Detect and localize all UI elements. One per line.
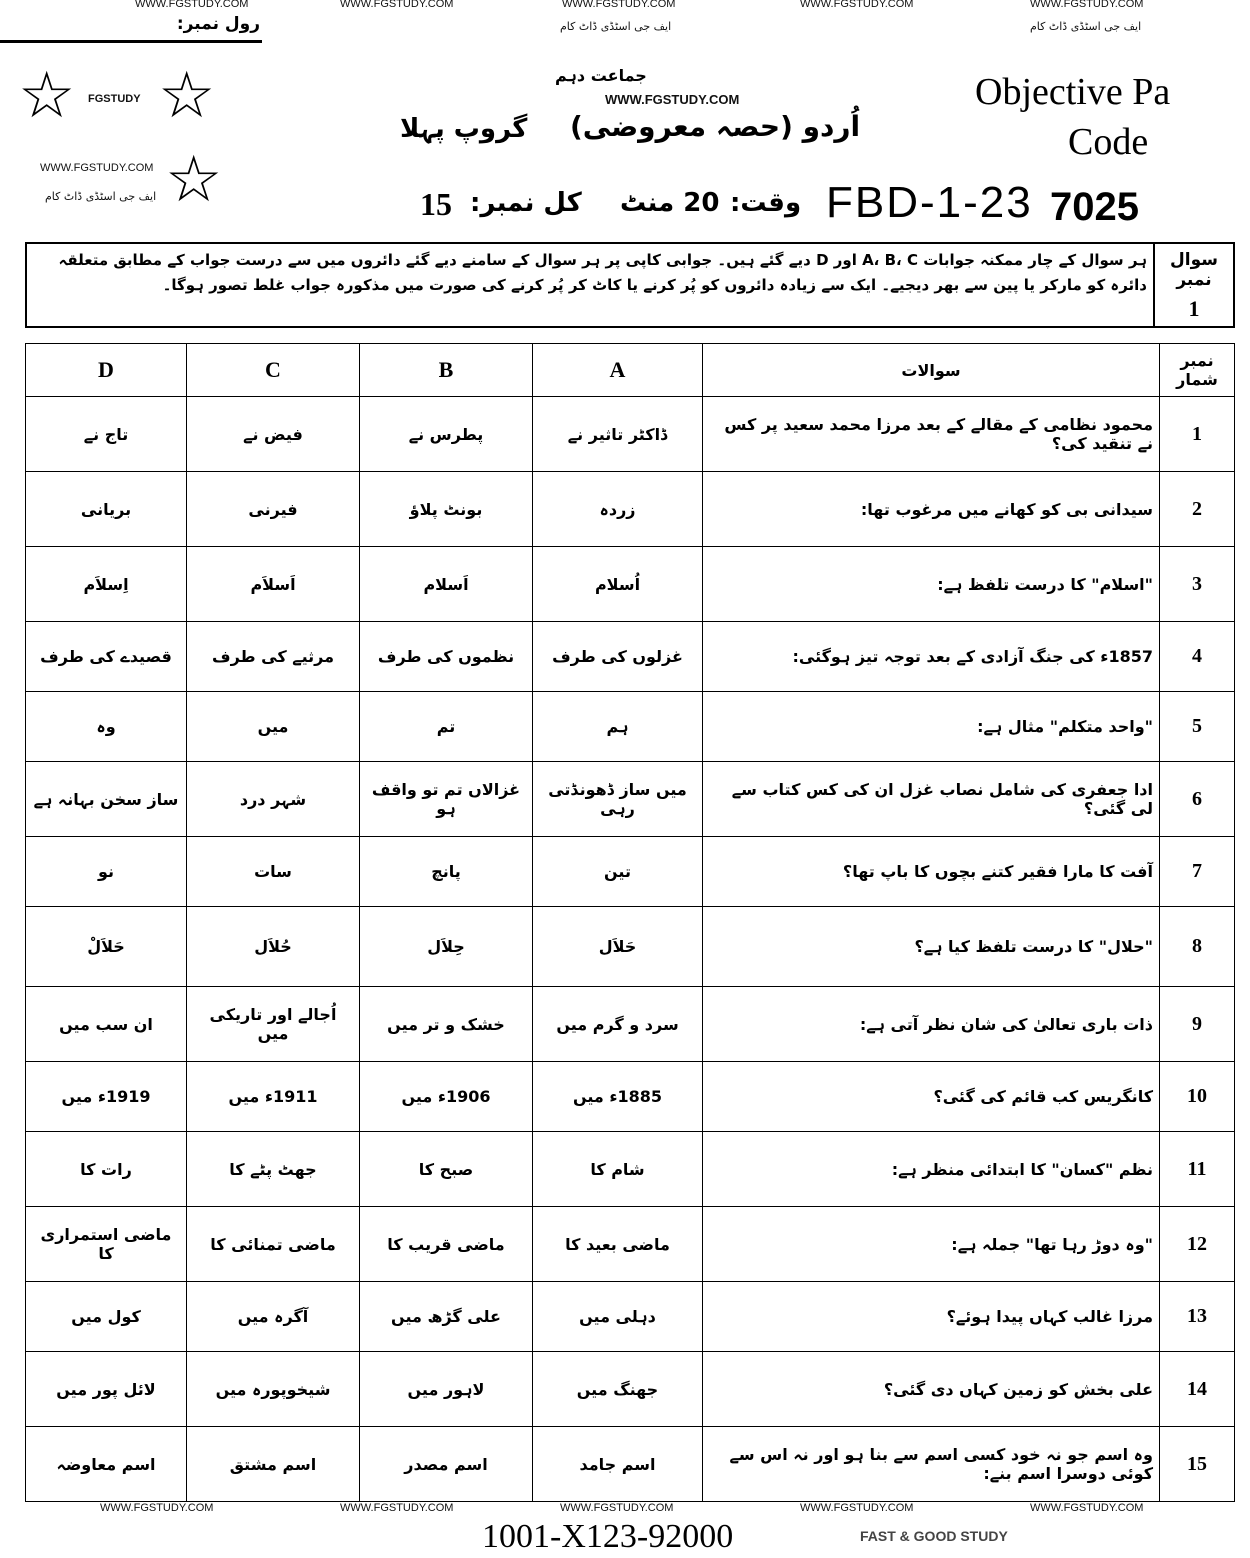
question-number: 9: [1160, 987, 1235, 1062]
table-row: [26, 472, 1235, 547]
question-number: 7: [1160, 837, 1235, 907]
option-a: ڈاکٹر تاثیر نے: [533, 397, 703, 472]
header-question: سوالات: [703, 344, 1160, 397]
class-label: جماعت دہم: [555, 66, 647, 85]
option-b: نظموں کی طرف: [360, 622, 533, 692]
option-a: زردہ: [533, 472, 703, 547]
option-c: جھٹ پٹے کا: [187, 1132, 360, 1207]
table-row: [26, 837, 1235, 907]
watermark-url: WWW.FGSTUDY.COM: [560, 1502, 674, 1514]
table-row: [26, 1062, 1235, 1132]
question-number: 11: [1160, 1132, 1235, 1207]
option-b: ماضی قریب کا: [360, 1207, 533, 1282]
table-row: [26, 1352, 1235, 1427]
option-d: قصیدے کی طرف: [26, 622, 187, 692]
table-row: [26, 762, 1235, 837]
option-a: ماضی بعید کا: [533, 1207, 703, 1282]
option-c: میں: [187, 692, 360, 762]
option-d: کول میں: [26, 1282, 187, 1352]
question-text: وہ اسم جو نہ خود کسی اسم سے بنا ہو اور نہ اس سے کوئی دوسرا اسم بنے:: [703, 1427, 1160, 1502]
group-label: گروپ پہلا: [400, 114, 528, 144]
option-a: غزلوں کی طرف: [533, 622, 703, 692]
watermark-url: WWW.FGSTUDY.COM: [100, 1502, 214, 1514]
roll-number-line: [0, 40, 262, 43]
question-number: 4: [1160, 622, 1235, 692]
option-b: بونٹ پلاؤ: [360, 472, 533, 547]
question-number: 3: [1160, 547, 1235, 622]
option-d: 1919ء میں: [26, 1062, 187, 1132]
option-b: غزالاں تم تو واقف ہو: [360, 762, 533, 837]
option-b: تم: [360, 692, 533, 762]
question-number: 13: [1160, 1282, 1235, 1352]
option-a: ہم: [533, 692, 703, 762]
option-c: اَسلاَم: [187, 547, 360, 622]
time-value: 20 منٹ: [620, 188, 720, 218]
watermark-url: WWW.FGSTUDY.COM: [800, 1502, 914, 1514]
question-text: آفت کا مارا فقیر کتنے بچوں کا باپ تھا؟: [703, 837, 1160, 907]
option-d: ان سب میں: [26, 987, 187, 1062]
time-label: وقت:: [730, 188, 802, 218]
option-d: لائل پور میں: [26, 1352, 187, 1427]
question-number: 8: [1160, 907, 1235, 987]
table-row: [26, 907, 1235, 987]
option-a: 1885ء میں: [533, 1062, 703, 1132]
question-text: "اسلام" کا درست تلفظ ہے:: [703, 547, 1160, 622]
table-row: [26, 692, 1235, 762]
option-a: میں ساز ڈھونڈتی رہی: [533, 762, 703, 837]
option-b: خشک و تر میں: [360, 987, 533, 1062]
option-d: اِسلاَم: [26, 547, 187, 622]
option-b: علی گڑھ میں: [360, 1282, 533, 1352]
option-a: اُسلام: [533, 547, 703, 622]
table-row: [26, 622, 1235, 692]
option-d: تاج نے: [26, 397, 187, 472]
question-number: 12: [1160, 1207, 1235, 1282]
option-b: 1906ء میں: [360, 1062, 533, 1132]
option-b: پانچ: [360, 837, 533, 907]
option-d: اسم معاوضہ: [26, 1427, 187, 1502]
question-text: کانگریس کب قائم کی گئی؟: [703, 1062, 1160, 1132]
option-d: ساز سخن بہانہ ہے: [26, 762, 187, 837]
watermark-urdu: ایف جی اسٹڈی ڈاٹ کام: [1030, 20, 1142, 33]
table-row: [26, 1132, 1235, 1207]
header-b: B: [360, 344, 533, 397]
watermark-url: WWW.FGSTUDY.COM: [605, 92, 740, 107]
table-row: [26, 987, 1235, 1062]
question-text: نظم "کسان" کا ابتدائی منظر ہے:: [703, 1132, 1160, 1207]
total-marks-value: 15: [420, 186, 452, 222]
option-c: فیرنی: [187, 472, 360, 547]
header-c: C: [187, 344, 360, 397]
question-text: "حلال" کا درست تلفظ کیا ہے؟: [703, 907, 1160, 987]
option-b: صبح کا: [360, 1132, 533, 1207]
question-number: 10: [1160, 1062, 1235, 1132]
option-a: سرد و گرم میں: [533, 987, 703, 1062]
question-number: 1: [1188, 296, 1200, 321]
option-c: مرثیے کی طرف: [187, 622, 360, 692]
option-b: پطرس نے: [360, 397, 533, 472]
table-row: [26, 1207, 1235, 1282]
option-d: رات کا: [26, 1132, 187, 1207]
question-number: 6: [1160, 762, 1235, 837]
question-text: محمود نظامی کے مقالے کے بعد مرزا محمد سعید پر کس نے تنقید کی؟: [703, 397, 1160, 472]
question-number-cell: [1153, 244, 1233, 326]
question-text: علی بخش کو زمین کہاں دی گئی؟: [703, 1352, 1160, 1427]
code-label: Code: [1068, 121, 1149, 163]
option-a: اسم جامد: [533, 1427, 703, 1502]
option-c: شیخوپورہ میں: [187, 1352, 360, 1427]
option-a: دہلی میں: [533, 1282, 703, 1352]
question-number: 15: [1160, 1427, 1235, 1502]
option-a: جھنگ میں: [533, 1352, 703, 1427]
option-c: اسم مشتق: [187, 1427, 360, 1502]
watermark-url: WWW.FGSTUDY.COM: [340, 1502, 454, 1514]
question-text: ذات باری تعالیٰ کی شان نظر آتی ہے:: [703, 987, 1160, 1062]
paper-type: Objective Pa: [975, 71, 1171, 113]
option-c: شہر درد: [187, 762, 360, 837]
serial-number: 1001-X123-92000: [482, 1518, 734, 1555]
option-d: ماضی استمراری کا: [26, 1207, 187, 1282]
watermark-url: WWW.FGSTUDY.COM: [40, 162, 154, 174]
option-c: آگرہ میں: [187, 1282, 360, 1352]
option-d: وہ: [26, 692, 187, 762]
option-a: حَلاَل: [533, 907, 703, 987]
table-row: [26, 547, 1235, 622]
question-text: سیدانی بی کو کھانے میں مرغوب تھا:: [703, 472, 1160, 547]
option-d: نو: [26, 837, 187, 907]
watermark-urdu: ایف جی اسٹڈی ڈاٹ کام: [45, 190, 157, 203]
watermark-url: WWW.FGSTUDY.COM: [1030, 1502, 1144, 1514]
mcq-table: [25, 343, 1235, 1502]
watermark-tagline: FAST & GOOD STUDY: [860, 1528, 1008, 1544]
subject-title: اُردو (حصہ معروضی): [570, 110, 861, 143]
table-header-row: [26, 344, 1235, 397]
question-text: ادا جعفری کی شامل نصاب غزل ان کی کس کتاب سے لی گئی؟: [703, 762, 1160, 837]
option-c: ماضی تمنائی کا: [187, 1207, 360, 1282]
header-d: D: [26, 344, 187, 397]
question-number-label: سوال نمبر: [1170, 250, 1218, 290]
option-a: شام کا: [533, 1132, 703, 1207]
watermark-url: WWW.FGSTUDY.COM: [340, 0, 454, 10]
question-text: "وہ دوڑ رہا تھا" جملہ ہے:: [703, 1207, 1160, 1282]
option-c: اُجالے اور تاریکی میں: [187, 987, 360, 1062]
table-row: [26, 1282, 1235, 1352]
question-number: 5: [1160, 692, 1235, 762]
watermark-url: WWW.FGSTUDY.COM: [800, 0, 914, 10]
table-row: [26, 397, 1235, 472]
instructions-box: [25, 242, 1235, 328]
watermark-brand: FGSTUDY: [88, 93, 141, 105]
table-row: [26, 1427, 1235, 1502]
option-d: بریانی: [26, 472, 187, 547]
option-d: حَلاَلْ: [26, 907, 187, 987]
total-marks-label: کل نمبر:: [470, 188, 582, 218]
header-number: نمبر شمار: [1160, 344, 1235, 397]
option-c: حُلاَل: [187, 907, 360, 987]
star-icon: ☆: [165, 143, 223, 217]
option-b: اسم مصدر: [360, 1427, 533, 1502]
question-text: 1857ء کی جنگ آزادی کے بعد توجہ تیز ہوگئی:: [703, 622, 1160, 692]
option-b: لاہور میں: [360, 1352, 533, 1427]
question-text: "واحد متکلم" مثال ہے:: [703, 692, 1160, 762]
option-c: 1911ء میں: [187, 1062, 360, 1132]
option-b: حِلاَل: [360, 907, 533, 987]
handwritten-code: FBD-1-23: [826, 178, 1033, 227]
option-b: اَسلام: [360, 547, 533, 622]
star-icon: ☆: [158, 59, 216, 133]
option-c: سات: [187, 837, 360, 907]
question-number: 14: [1160, 1352, 1235, 1427]
watermark-url: WWW.FGSTUDY.COM: [135, 0, 249, 10]
paper-code: 7025: [1050, 185, 1139, 229]
watermark-url: WWW.FGSTUDY.COM: [562, 0, 676, 10]
header-a: A: [533, 344, 703, 397]
question-text: مرزا غالب کہاں پیدا ہوئے؟: [703, 1282, 1160, 1352]
question-number: 2: [1160, 472, 1235, 547]
option-a: تین: [533, 837, 703, 907]
watermark-urdu: ایف جی اسٹڈی ڈاٹ کام: [560, 20, 672, 33]
instructions-text: ہر سوال کے چار ممکنہ جوابات A، B، C اور D دیے گئے ہیں۔ جوابی کاپی پر ہر سوال کے سامنے دیے گئے دائروں میں سے درست جواب کے مطابق متعلقہ دائرہ کو مارکر یا پین سے بھر دیجیے۔ ایک سے زیادہ دائروں کو پُر کرنے یا کاٹ کر پُر کرنے کی صورت میں مذکورہ جواب غلط تصور ہوگا۔: [58, 251, 1147, 294]
watermark-url: WWW.FGSTUDY.COM: [1030, 0, 1144, 10]
star-icon: ☆: [18, 59, 76, 133]
option-c: فیض نے: [187, 397, 360, 472]
question-number: 1: [1160, 397, 1235, 472]
roll-number-label: رول نمبر:: [176, 14, 260, 34]
